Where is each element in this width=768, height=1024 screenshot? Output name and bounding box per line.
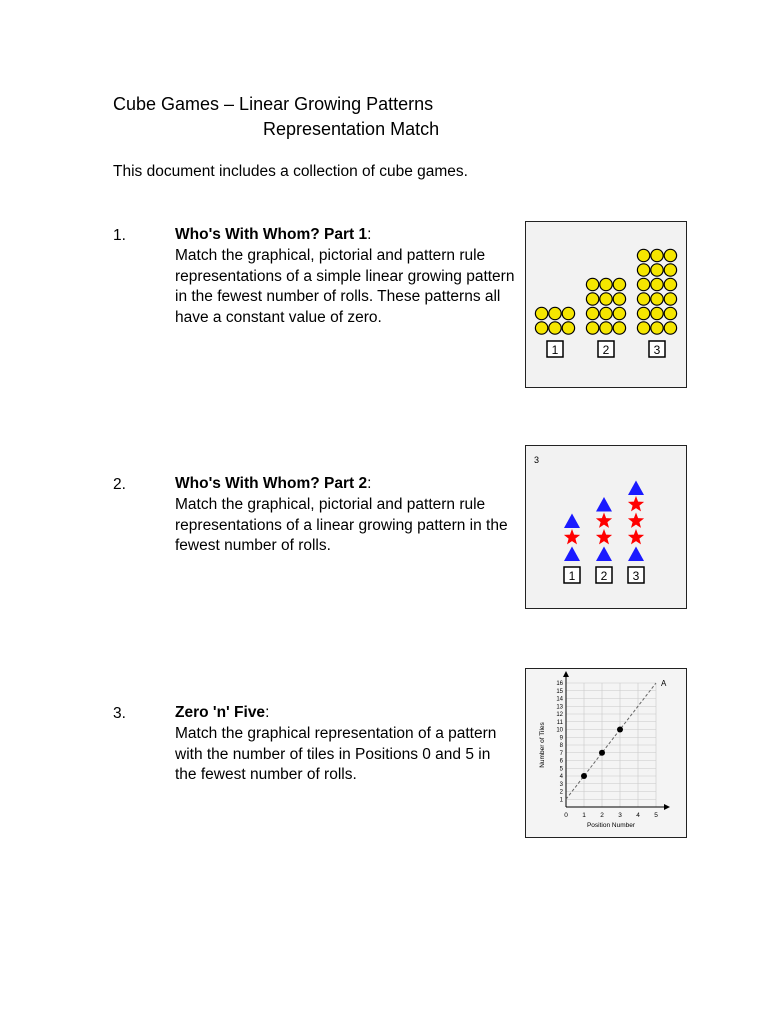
y-tick-label: 10 bbox=[556, 727, 563, 734]
y-tick-label: 4 bbox=[559, 774, 563, 781]
circle-tile bbox=[637, 264, 649, 276]
circle-tile bbox=[651, 264, 663, 276]
circle-tile bbox=[613, 278, 625, 290]
data-point bbox=[617, 727, 623, 733]
circle-tile bbox=[549, 307, 561, 319]
item-number: 3. bbox=[113, 705, 126, 722]
figure-2-corner-label: 3 bbox=[534, 455, 540, 465]
circle-tile bbox=[586, 307, 598, 319]
star-shape bbox=[596, 529, 612, 544]
triangle-shape bbox=[628, 481, 644, 496]
circle-tile bbox=[586, 322, 598, 334]
item-1-colon: : bbox=[367, 226, 372, 243]
item-number: 2. bbox=[113, 476, 126, 493]
star-shape bbox=[628, 513, 644, 528]
item-3-colon: : bbox=[265, 704, 270, 721]
item-2-colon: : bbox=[367, 475, 372, 492]
y-tick-label: 1 bbox=[559, 797, 563, 804]
item-1-text bbox=[175, 225, 515, 329]
triangle-shape bbox=[564, 547, 580, 562]
circle-tile bbox=[637, 293, 649, 305]
circle-tile bbox=[613, 322, 625, 334]
y-tick-label: 6 bbox=[559, 758, 563, 765]
y-tick-label: 15 bbox=[556, 688, 563, 695]
y-tick-label: 16 bbox=[556, 681, 563, 688]
circle-tile bbox=[651, 249, 663, 261]
x-tick-label: 5 bbox=[654, 812, 658, 819]
data-point bbox=[599, 750, 605, 756]
intro-text: This document includes a collection of cube games. bbox=[113, 163, 468, 180]
y-axis-arrow bbox=[563, 671, 569, 677]
circle-tile bbox=[586, 278, 598, 290]
circle-tile bbox=[664, 249, 676, 261]
item-3-description: Match the graphical representation of a pattern with the number of tiles in Positions 0 and 5 in the fewest number of rolls. bbox=[175, 724, 497, 784]
y-tick-label: 2 bbox=[559, 789, 563, 796]
y-tick-label: 13 bbox=[556, 704, 563, 711]
circle-tile bbox=[549, 322, 561, 334]
item-3-text bbox=[175, 703, 515, 786]
position-label: 2 bbox=[600, 569, 608, 583]
star-shape bbox=[628, 529, 644, 544]
circle-tile bbox=[651, 307, 663, 319]
y-tick-label: 12 bbox=[556, 712, 563, 719]
circle-tile bbox=[600, 307, 612, 319]
circle-tile bbox=[562, 322, 574, 334]
circle-tile bbox=[637, 278, 649, 290]
y-tick-label: 3 bbox=[559, 781, 563, 788]
triangle-star-pattern-figure bbox=[526, 446, 686, 608]
figure-3-panel bbox=[525, 668, 687, 838]
y-tick-label: 11 bbox=[556, 719, 563, 726]
x-axis-arrow bbox=[664, 804, 670, 810]
line-label: A bbox=[661, 679, 667, 688]
circle-tile bbox=[600, 293, 612, 305]
y-axis-label: Number of Tiles bbox=[539, 722, 546, 768]
x-tick-label: 3 bbox=[618, 812, 622, 819]
circle-tile bbox=[600, 278, 612, 290]
circle-tile bbox=[535, 322, 547, 334]
circle-tile bbox=[664, 322, 676, 334]
doc-title-line2: Representation Match bbox=[263, 119, 440, 139]
circle-tile bbox=[637, 307, 649, 319]
circle-tile bbox=[637, 322, 649, 334]
x-tick-label: 0 bbox=[564, 812, 568, 819]
circle-tile bbox=[535, 307, 547, 319]
circle-tile bbox=[600, 322, 612, 334]
circle-tile bbox=[664, 264, 676, 276]
circle-tile bbox=[664, 293, 676, 305]
circle-tile bbox=[613, 293, 625, 305]
tiles-graph-figure bbox=[526, 669, 686, 837]
y-tick-label: 5 bbox=[559, 766, 563, 773]
y-tick-label: 9 bbox=[559, 735, 563, 742]
item-2-description: Match the graphical, pictorial and pattern rule representations of a linear growing pattern in the fewest number of rolls. bbox=[175, 495, 508, 555]
x-tick-label: 4 bbox=[636, 812, 640, 819]
circle-pattern-figure bbox=[526, 222, 686, 387]
data-point bbox=[581, 773, 587, 779]
triangle-shape bbox=[628, 547, 644, 562]
item-3-name: Zero 'n' Five bbox=[175, 704, 266, 721]
y-tick-label: 14 bbox=[556, 696, 563, 703]
circle-tile bbox=[664, 278, 676, 290]
triangle-shape bbox=[596, 497, 612, 512]
item-number: 1. bbox=[113, 227, 126, 244]
position-label: 1 bbox=[568, 569, 576, 583]
item-2-text bbox=[175, 474, 515, 557]
position-label: 1 bbox=[551, 343, 559, 357]
y-tick-label: 7 bbox=[559, 750, 563, 757]
circle-tile bbox=[651, 293, 663, 305]
doc-title-line1: Cube Games – Linear Growing Patterns bbox=[113, 94, 434, 114]
circle-tile bbox=[651, 322, 663, 334]
triangle-shape bbox=[564, 514, 580, 529]
x-tick-label: 2 bbox=[600, 812, 604, 819]
figure-2-panel bbox=[525, 445, 687, 609]
x-tick-label: 1 bbox=[582, 812, 586, 819]
item-2-name: Who's With Whom? Part 2 bbox=[175, 475, 368, 492]
y-tick-label: 8 bbox=[559, 743, 563, 750]
star-shape bbox=[596, 513, 612, 528]
circle-tile bbox=[613, 307, 625, 319]
item-1-name: Who's With Whom? Part 1 bbox=[175, 226, 368, 243]
circle-tile bbox=[586, 293, 598, 305]
item-1-description: Match the graphical, pictorial and pattern rule representations of a simple linear growing pattern in the fewest number of rolls. These patterns all have a constant value of zero. bbox=[175, 246, 515, 327]
figure-1-panel bbox=[525, 221, 687, 388]
star-shape bbox=[564, 529, 580, 544]
position-label: 3 bbox=[632, 569, 640, 583]
triangle-shape bbox=[596, 547, 612, 562]
circle-tile bbox=[664, 307, 676, 319]
star-shape bbox=[628, 496, 644, 511]
circle-tile bbox=[562, 307, 574, 319]
position-label: 2 bbox=[602, 343, 610, 357]
position-label: 3 bbox=[653, 343, 661, 357]
circle-tile bbox=[637, 249, 649, 261]
trend-line bbox=[566, 683, 656, 799]
circle-tile bbox=[651, 278, 663, 290]
x-axis-label: Position Number bbox=[586, 822, 636, 829]
